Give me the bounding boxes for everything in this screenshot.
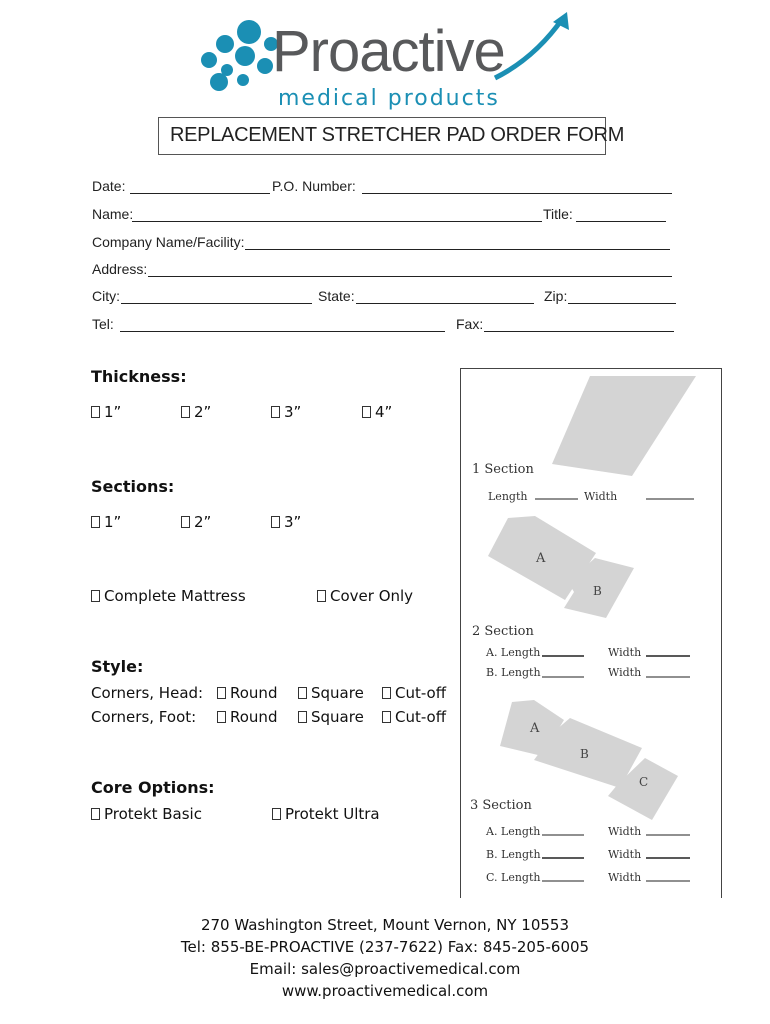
thickness-option-1[interactable]: 1”: [91, 403, 121, 421]
date-label: Date:: [92, 178, 126, 194]
core-options-heading: Core Options:: [91, 778, 215, 797]
thickness-option-2[interactable]: 2”: [181, 403, 211, 421]
foot-cutoff-option[interactable]: Cut-off: [382, 708, 446, 726]
sections-option-3[interactable]: 3”: [271, 513, 301, 531]
head-square-option[interactable]: Square: [298, 684, 364, 702]
company-label: Company Name/Facility:: [92, 234, 245, 250]
width-label: Width: [608, 646, 642, 659]
pad-b-label: B: [580, 747, 589, 761]
checkbox[interactable]: [271, 516, 280, 528]
foot-square-option[interactable]: Square: [298, 708, 364, 726]
tel-label: Tel:: [92, 316, 114, 332]
checkbox[interactable]: [271, 406, 280, 418]
b-length-label: B. Length: [486, 666, 541, 679]
thickness-option-4[interactable]: 4”: [362, 403, 392, 421]
company-field[interactable]: [245, 249, 670, 250]
checkbox[interactable]: [382, 687, 391, 699]
pad-a-label: A: [530, 721, 540, 736]
tel-field[interactable]: [120, 331, 445, 332]
checkbox[interactable]: [181, 516, 190, 528]
complete-mattress-option[interactable]: Complete Mattress: [91, 587, 246, 605]
head-cutoff-option[interactable]: Cut-off: [382, 684, 446, 702]
fax-field[interactable]: [484, 331, 674, 332]
cover-only-option[interactable]: Cover Only: [317, 587, 413, 605]
pad-b-label: B: [593, 584, 602, 598]
a-length-label: A. Length: [486, 646, 541, 659]
checkbox[interactable]: [181, 406, 190, 418]
checkbox[interactable]: [217, 711, 226, 723]
protekt-ultra-option[interactable]: Protekt Ultra: [272, 805, 380, 823]
date-field[interactable]: [130, 193, 270, 194]
one-section-label: 1 Section: [472, 462, 534, 477]
sections-heading: Sections:: [91, 477, 175, 496]
one-section-pad: [552, 376, 696, 476]
zip-field[interactable]: [568, 303, 676, 304]
checkbox[interactable]: [91, 808, 100, 820]
b-length-label: B. Length: [486, 848, 541, 861]
width-label: Width: [608, 825, 642, 838]
name-field[interactable]: [132, 221, 542, 222]
footer-address: 270 Washington Street, Mount Vernon, NY 10553: [200, 916, 570, 934]
style-heading: Style:: [91, 657, 144, 676]
zip-label: Zip:: [544, 288, 568, 304]
footer-email[interactable]: Email: sales@proactivemedical.com: [249, 960, 521, 978]
checkbox[interactable]: [298, 687, 307, 699]
title-label: Title:: [543, 206, 573, 222]
name-label: Name:: [92, 206, 134, 222]
thickness-heading: Thickness:: [91, 367, 187, 386]
pad-a-label: A: [536, 551, 546, 566]
protekt-basic-option[interactable]: Protekt Basic: [91, 805, 202, 823]
brand-name: Proactive: [272, 19, 505, 84]
corners-foot-label: Corners, Foot:: [91, 708, 197, 726]
checkbox[interactable]: [217, 687, 226, 699]
width-label: Width: [584, 490, 618, 503]
checkbox[interactable]: [91, 590, 100, 602]
city-label: City:: [92, 288, 120, 304]
checkbox[interactable]: [317, 590, 326, 602]
checkbox[interactable]: [272, 808, 281, 820]
head-round-option[interactable]: Round: [217, 684, 277, 702]
po-number-field[interactable]: [362, 193, 672, 194]
sections-option-1[interactable]: 1”: [91, 513, 121, 531]
three-section-label: 3 Section: [470, 798, 532, 813]
footer-website[interactable]: www.proactivemedical.com: [281, 982, 489, 1000]
sections-option-2[interactable]: 2”: [181, 513, 211, 531]
address-label: Address:: [92, 261, 148, 277]
thickness-option-3[interactable]: 3”: [271, 403, 301, 421]
width-label: Width: [608, 848, 642, 861]
state-label: State:: [318, 288, 355, 304]
length-label: Length: [488, 490, 528, 503]
title-field[interactable]: [576, 221, 666, 222]
two-section-label: 2 Section: [472, 624, 534, 639]
checkbox[interactable]: [382, 711, 391, 723]
c-length-label: C. Length: [486, 871, 541, 884]
address-field[interactable]: [148, 276, 672, 277]
width-label: Width: [608, 871, 642, 884]
checkbox[interactable]: [298, 711, 307, 723]
section-diagram: [460, 368, 722, 898]
corners-head-label: Corners, Head:: [91, 684, 204, 702]
state-field[interactable]: [356, 303, 534, 304]
checkbox[interactable]: [91, 406, 100, 418]
footer-phone: Tel: 855-BE-PROACTIVE (237-7622) Fax: 845-205-6005: [180, 938, 590, 956]
width-label: Width: [608, 666, 642, 679]
fax-label: Fax:: [456, 316, 484, 332]
checkbox[interactable]: [362, 406, 371, 418]
brand-tagline: medical products: [278, 86, 500, 111]
a-length-label: A. Length: [486, 825, 541, 838]
pad-c-label: C: [639, 775, 649, 789]
form-title: REPLACEMENT STRETCHER PAD ORDER FORM: [170, 124, 625, 146]
po-number-label: P.O. Number:: [272, 178, 356, 194]
checkbox[interactable]: [91, 516, 100, 528]
city-field[interactable]: [121, 303, 312, 304]
foot-round-option[interactable]: Round: [217, 708, 277, 726]
